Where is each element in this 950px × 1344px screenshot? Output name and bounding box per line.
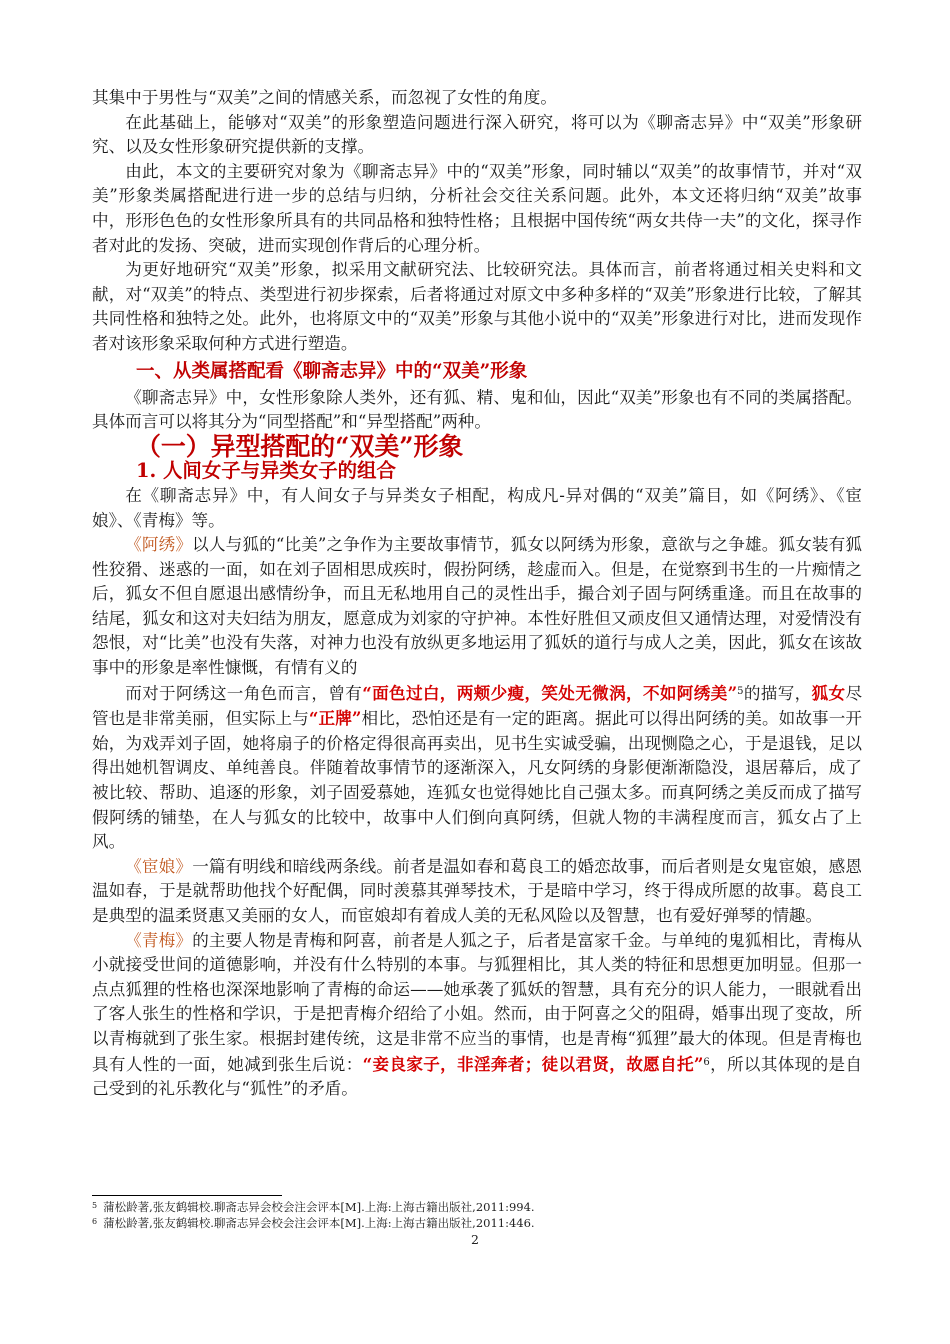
paragraph-research-method: 为更好地研究“双美”形象，拟采用文献研究法、比较研究法。具体而言，前者将通过相关史料和文献，对“双美”的特点、类型进行初步探索，后者将通过对原文中多种多样的“双美”形象进行比较，了解其共同性格和独特之处。此外，也将原文中的“双美”形象与其他小说中的“双美”形象进行对比，进而发现作者对该形象采取何种方式进行塑造。 <box>92 260 862 353</box>
paragraph-huanniang <box>92 855 862 929</box>
footnote-5 <box>92 1200 862 1216</box>
subsubsection-heading: 1. 人间女子与异类女子的组合 <box>136 459 396 483</box>
footnote-ref-6[interactable]: 6 <box>703 1056 710 1068</box>
footnote-number: 6 <box>92 1216 98 1226</box>
footnote-text: 蒲松龄著,张友鹤辑校.聊斋志异会校会注会评本[M].上海:上海古籍出版社,2011:994. <box>103 1200 535 1214</box>
story-title-axiu: 《阿绣》 <box>125 535 193 555</box>
paragraph-research-object: 由此，本文的主要研究对象为《聊斋志异》中的“双美”形象，同时辅以“双美”的故事情节，并对“双美”形象类属搭配进行进一步的总结与归纳，分析社会交往关系问题。此外，本文还将归纳“双美”故事中，形形色色的女性形象所具有的共同品格和独特性格；且根据中国传统“两女共侍一夫”的文化，探寻作者对此的发扬、突破，进而实现创作背后的心理分析。 <box>92 161 862 255</box>
highlight-hunv: 狐女 <box>811 682 846 703</box>
document-body <box>92 86 862 1102</box>
paragraph-category-intro: 《聊斋志异》中，女性形象除人类外，还有狐、精、鬼和仙，因此“双美”形象也有不同的类属搭配。具体而言可以将其分为“同型搭配”和“异型搭配”两种。 <box>92 387 862 432</box>
quote-qingmei: “妾良家子，非淫奔者；徒以君贤，故愿自托” <box>362 1053 704 1074</box>
text-segment: 而对于阿绣这一角色而言，曾有 <box>125 683 363 703</box>
paragraph-intro-continuation: 其集中于男性与“双美”之间的情感关系，而忽视了女性的角度。 <box>92 88 557 107</box>
paragraph-human-alien-pairing: 在《聊斋志异》中，有人间女子与异类女子相配，构成凡-异对偶的“双美”篇目，如《阿绣》、《宦娘》、《青梅》等。 <box>92 485 862 530</box>
text-segment: 尽管也是非常美丽，但实际上与 <box>92 683 863 729</box>
subsection-heading: （一）异型搭配的“双美”形象 <box>136 431 464 461</box>
footnote-text: 蒲松龄著,张友鹤辑校.聊斋志异会校会注会评本[M].上海:上海古籍出版社,2011:446. <box>103 1215 535 1230</box>
text-segment: 相比，恐怕还是有一定的距离。据此可以得出阿绣的美。如故事一开始，为戏弄刘子固，她将扇子的价格定得很高再卖出，见书生实诚受骗，出现恻隐之心，于是退钱，足以得出她机智调皮、单纯善良。伴随着故事情节的逐渐深入，凡女阿绣的身影便渐渐隐没，退居幕后，成了被比较、帮助、追逐的形象，刘子固爱慕她，连狐女也觉得她比自己强太多。而真阿绣之美反而成了描写假阿绣的铺垫，在人与狐女的比较中，故事中人们倒向真阿绣，但就人物的丰满程度而言，狐女占了上风。 <box>92 709 863 852</box>
footnote-divider <box>92 1195 282 1196</box>
text-segment: 的描写， <box>743 683 812 703</box>
footnote-6 <box>92 1216 862 1232</box>
section-heading: 一、从类属搭配看《聊斋志异》中的“双美”形象 <box>136 360 528 382</box>
paragraph-qingmei-text: 的主要人物是青梅和阿喜，前者是人狐之子，后者是富家千金。与单纯的鬼狐相比，青梅从小就接受世间的道德影响，并没有什么特别的本事。与狐狸相比，其人类的特征和思想更加明显。但那一点点狐狸的性格也深深地影响了青梅的命运——她承袭了狐妖的智慧，具有充分的识人能力，一眼就看出了客人张生的性格和学识，于是把青梅介绍给了小姐。然而，由于阿喜之父的阻碍，婚事出现了变故，所以青梅就到了张生家。根据封建传统，这是非常不应当的事情，也是青梅“狐狸”最大的体现。但是青梅也具有人性的一面，她减到张生后说： <box>92 930 863 1074</box>
paragraph-axiu-text: 以人与狐的“比美”之争作为主要故事情节，狐女以阿绣为形象，意欲与之争雄。狐女装有狐性狡猾、迷惑的一面，如在刘子固相思成疾时，假扮阿绣，趁虚而入。但是，在觉察到书生的一片痴情之后，狐女不但自愿退出感情纷争，而且无私地用自己的灵性出手，撮合刘子固与阿绣重逢。而且在故事的结尾，狐女和这对夫妇结为朋友，愿意成为刘家的守护神。本性好胜但又顽皮但又通情达理，对爱情没有怨恨，对“比美”也没有失落，对神力也没有放纵更多地运用了狐妖的道行与成人之美，因此，狐女在该故事中的形象是率性慷慨，有情有义的 <box>92 535 862 678</box>
quote-axiu: “面色过白，两颊少瘦，笑处无微涡，不如阿绣美” <box>362 682 738 703</box>
page-number: 2 <box>471 1232 479 1247</box>
footnote-ref-5[interactable]: 5 <box>737 685 744 697</box>
story-title-qingmei: 《青梅》 <box>125 930 193 950</box>
footnote-number: 5 <box>92 1201 98 1210</box>
footnotes <box>92 1195 862 1231</box>
highlight-zhengpai: “正牌” <box>308 708 362 729</box>
paragraph-qingmei <box>92 929 862 1102</box>
paragraph-axiu-beauty <box>92 681 862 855</box>
paragraph-research-basis: 在此基础上，能够对“双美”的形象塑造问题进行深入研究，将可以为《聊斋志异》中“双美”形象研究、以及女性形象研究提供新的支撑。 <box>92 112 862 157</box>
paragraph-huanniang-text: 一篇有明线和暗线两条线。前者是温如春和葛良工的婚恋故事，而后者则是女鬼宦娘，感恩温如春，于是就帮助他找个好配偶，同时羡慕其弹琴技术，于是暗中学习，终于得成所愿的故事。葛良工是典型的温柔贤惠又美丽的女人，而宦娘却有着成人美的无私风险以及智慧，也有爱好弹琴的情趣。 <box>92 856 863 925</box>
text-segment: ，所以其体现的是自己受到的礼乐教化与“狐性”的矛盾。 <box>92 1054 863 1099</box>
paragraph-axiu <box>92 533 862 681</box>
story-title-huanniang: 《宦娘》 <box>125 856 193 876</box>
